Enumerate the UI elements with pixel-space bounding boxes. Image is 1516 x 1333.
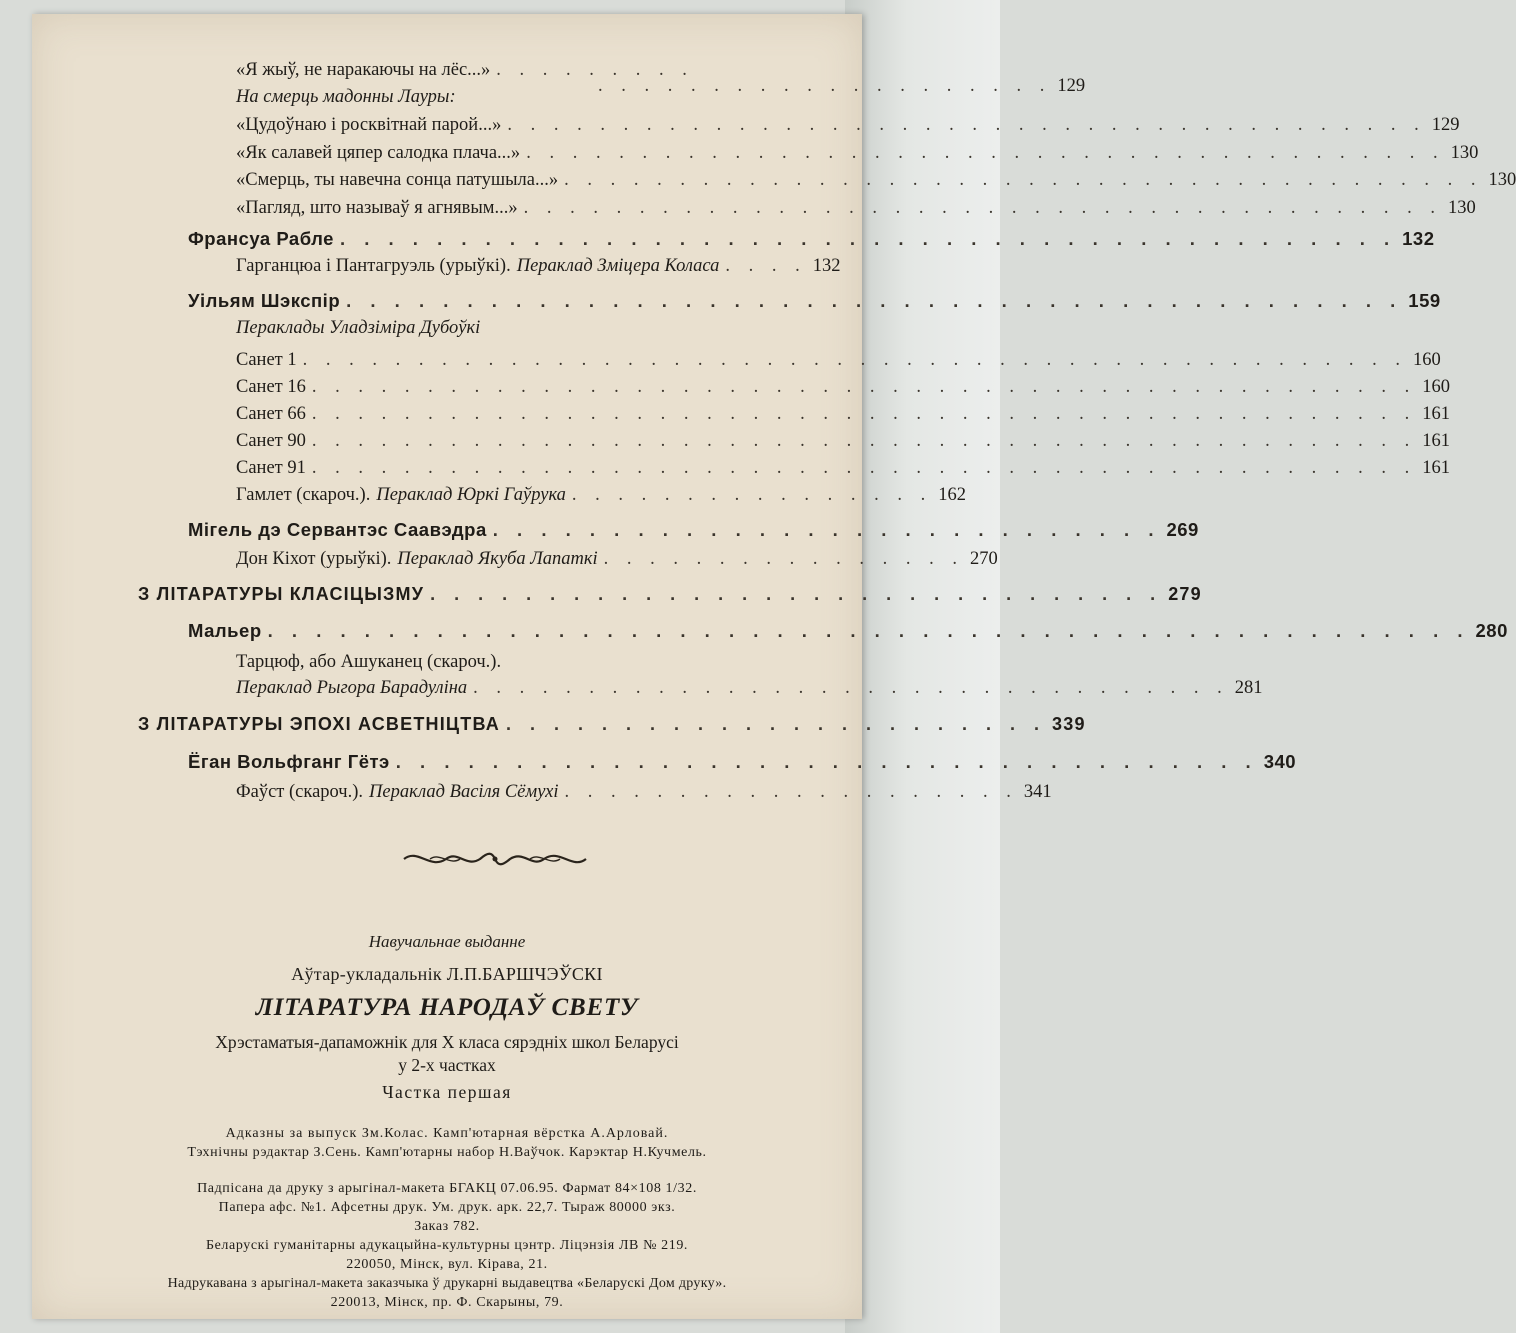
toc-author xyxy=(188,228,1435,254)
leader-dots: . . . . . . . . . . . . . . . . . . . . . . . . . . . . xyxy=(492,519,1161,540)
toc-entry xyxy=(236,485,967,511)
toc-page-number: 280 xyxy=(1475,620,1508,641)
toc-entry xyxy=(236,60,694,86)
leader-dots: . . . . . . . . . . . . . . . . . . . . . . . . . . . . . . . . . . . . . . . . . . . . xyxy=(339,228,1397,249)
leader-dots: . . . . . . . . . . . . . . . . . . . . . . . . . . . . . . . . . xyxy=(473,678,1229,698)
leader-dots: . . . . . . . . . . . . . . . . . . . . . . . . . . . . . . . . . . . . . . . . . . . . xyxy=(346,290,1403,311)
leader-dots: . . . . . . . . . . . . . . . . . . . . . . . . . . . . . . . . . . . . . . . . xyxy=(523,198,1442,218)
leader-dots: . . . . . . . . . . . . . . . . . . . . xyxy=(598,76,1052,96)
toc-page-number: 130 xyxy=(1450,143,1479,163)
toc-entry xyxy=(236,549,998,575)
toc-entry-label: Тарцюф, або Ашуканец (скароч.). xyxy=(236,652,502,672)
book-title: ЛІТАРАТУРА НАРОДАЎ СВЕТУ xyxy=(255,994,639,1021)
toc-page-number: 161 xyxy=(1422,458,1450,478)
toc-entry-label: Пераклад Рыгора Барадуліна xyxy=(236,678,468,698)
toc-entry-label: «Смерць, ты навечна сонца патушыла...» xyxy=(236,170,559,190)
toc-entry xyxy=(236,431,1450,457)
toc-entry-label: Дон Кіхот (урыўкі). xyxy=(236,549,392,569)
book-part: Частка першая xyxy=(382,1082,512,1102)
toc-section-heading xyxy=(138,714,1086,740)
toc-entry xyxy=(236,198,1476,224)
leader-dots: . . . . . . . . . . . . . . . . . . . . . . . xyxy=(505,714,1047,734)
toc-entry-label: «Пагляд, што называў я агнявым...» xyxy=(236,198,518,218)
toc-page-number: 129 xyxy=(1057,76,1086,96)
toc-section-heading xyxy=(138,584,1202,610)
toc-entry xyxy=(236,143,1479,169)
leader-dots: . . . . . . . . . . . . . . . . . . . . xyxy=(564,782,1018,802)
leader-dots: . . . . . . . . . . . . . . . . . . . . . . . . . . . . . . . . . . . . . . . . xyxy=(564,170,1483,190)
toc-entry-label: З ЛІТАРАТУРЫ КЛАСІЦЫЗМУ xyxy=(138,584,425,604)
toc-entry xyxy=(236,678,1263,704)
toc-entry-label: Уільям Шэкспір xyxy=(188,290,341,311)
leader-dots: . . . . . . . . . . . . . . . . xyxy=(571,485,933,505)
toc-entry-label: Мігель дэ Сервантэс Саавэдра xyxy=(188,519,487,540)
toc-entry-label: «Цудоўнаю і росквітнай парой...» xyxy=(236,115,502,135)
credits-line: Адказны за выпуск Зм.Колас. Камп'ютарная вёрстка А.Арловай. xyxy=(225,1126,669,1141)
edition-type: Навучальнае выданне xyxy=(368,932,526,951)
toc-page-number: 159 xyxy=(1408,290,1441,311)
ornament-divider xyxy=(400,846,590,872)
toc-page-number: 132 xyxy=(1402,228,1435,249)
toc-author xyxy=(188,751,1297,777)
toc-entry-label: Гарганцюа і Пантагруэль (урыўкі). xyxy=(236,256,511,276)
book-subtitle-1: Хрэстаматыя-дапаможнік для X класа сярэдніх школ Беларусі xyxy=(215,1032,679,1052)
leader-dots: . . . . . . . . . . . . . . . . . . . . . . . . . . . . . . . . . . . . . . . . . . . . . . . . xyxy=(311,404,1417,424)
printer-info: Надрукавана з арыгінал-макета заказчыка ў друкарні выдавецтва «Беларускі Дом друку». xyxy=(167,1276,727,1291)
toc-entry-label: Санет 66 xyxy=(236,404,306,424)
toc-page-number: 279 xyxy=(1168,584,1202,604)
book-subtitle-2: у 2-х частках xyxy=(398,1055,496,1075)
leader-dots: . . . . . . . . . . . . . . . . . . . . . . . . . . . . . . . . . . . . . . . . . . . . . . . . xyxy=(311,377,1417,397)
toc-author xyxy=(188,290,1441,316)
toc-translator: Пераклад Якуба Лапаткі xyxy=(397,549,598,569)
leader-dots: . . . . . . . . . . . . . . . . . . . . . . . . . . . . . . . . . . . . . . . . xyxy=(526,143,1445,163)
print-details: Заказ 782. xyxy=(414,1219,480,1234)
publisher-info: Беларускі гуманітарны адукацыйна-культурны цэнтр. Ліцэнзія ЛВ № 219. xyxy=(205,1238,689,1253)
toc-entry xyxy=(236,652,736,678)
toc-entry xyxy=(236,115,1460,141)
toc-page-number: 162 xyxy=(938,485,967,505)
toc-entry-label: Санет 1 xyxy=(236,350,297,370)
leader-dots: . . . . . . . . . . . . . . . . . . . . . . . . . . . . . . . . . . . . . . . . . . . . . . . . xyxy=(311,431,1417,451)
leader-dots: . . . . . . . . . xyxy=(496,60,694,80)
printer-info: 220013, Мінск, пр. Ф. Скарыны, 79. xyxy=(330,1295,564,1310)
toc-entry xyxy=(236,350,1441,376)
toc-entry-label: На смерць мадонны Лауры: xyxy=(236,87,456,107)
toc-page-number: 269 xyxy=(1166,519,1199,540)
publisher-info: 220050, Мінск, вул. Кірава, 21. xyxy=(346,1257,548,1272)
toc-page-number: 161 xyxy=(1422,404,1450,424)
leader-dots: . . . . . . . . . . . . . . . . . . . . . . . . . . . . . . . . . . . . . . . . . . . . . . . . xyxy=(311,458,1417,478)
toc-page-number: 341 xyxy=(1023,782,1052,802)
toc-entry-label: Фаўст (скароч.). xyxy=(236,782,364,802)
leader-dots: . . . . . . . . . . . . . . . . . . . . . . . . . . . . . . . . . . . . . . . . . . . . . . . . xyxy=(302,350,1407,370)
leader-dots: . . . . . . . . . . . . . . . . . . . . . . . . . . . . . . . . . . . . . . . . xyxy=(507,115,1426,135)
toc-entry xyxy=(236,170,1516,196)
toc-page-number: 160 xyxy=(1422,377,1450,397)
toc-page-number: 160 xyxy=(1413,350,1441,370)
toc-entry-label: Санет 90 xyxy=(236,431,306,451)
toc-entry-label: Ёган Вольфганг Гётэ xyxy=(188,751,390,772)
toc-author xyxy=(188,519,1199,545)
print-details: Папера афс. №1. Афсетны друк. Ум. друк. арк. 22,7. Тыраж 80000 экз. xyxy=(218,1200,676,1215)
toc-entry xyxy=(236,458,1450,484)
toc-entry xyxy=(236,782,1052,808)
leader-dots: . . . . . . . . . . . . . . . . . . . . . . . . . . . . . . . . . . . . . . . . . . . . . . . . . . xyxy=(267,620,1470,641)
leader-dots: . . . . . . . . . . . . . . . . . . . . . . . . . . . . . . . . . . . . xyxy=(395,751,1258,772)
toc-page-number: 281 xyxy=(1234,678,1263,698)
author-line: Аўтар-укладальнік Л.П.БАРШЧЭЎСКІ xyxy=(291,964,603,984)
toc-entry-label: Пераклады Уладзіміра Дубоўкі xyxy=(236,318,481,338)
toc-entry-label: З ЛІТАРАТУРЫ ЭПОХІ АСВЕТНІЦТВА xyxy=(138,714,500,734)
toc-entry-label: Санет 91 xyxy=(236,458,306,478)
toc-page-number: 270 xyxy=(970,549,998,569)
toc-entry-label: «Як салавей цяпер салодка плача...» xyxy=(236,143,521,163)
toc-page-number: 339 xyxy=(1052,714,1086,734)
toc-entry-label: Гамлет (скароч.). xyxy=(236,485,371,505)
toc-entry xyxy=(236,87,636,113)
toc-page-number: 132 xyxy=(812,256,841,276)
toc-entry-label: Санет 16 xyxy=(236,377,306,397)
leader-dots: . . . . . . . . . . . . . . . . xyxy=(603,549,965,569)
toc-translator: Пераклад Зміцера Коласа xyxy=(516,256,720,276)
toc-entry xyxy=(236,256,841,282)
toc-page-number: 130 xyxy=(1447,198,1476,218)
leader-dots: . . . . . . . . . . . . . . . . . . . . . . . . . . . . . . . xyxy=(430,584,1163,604)
book-page xyxy=(32,14,1516,1319)
toc-author xyxy=(188,620,1508,646)
toc-page-number: 161 xyxy=(1422,431,1450,451)
print-details: Падпісана да друку з арыгінал-макета БГАКЦ 07.06.95. Фармат 84×108 1/32. xyxy=(197,1181,697,1196)
toc-entry-label: Франсуа Рабле xyxy=(188,228,334,249)
table-of-contents xyxy=(32,14,1516,814)
toc-translator: Пераклад Васіля Сёмухі xyxy=(369,782,559,802)
toc-page-number: 130 xyxy=(1488,170,1516,190)
toc-translator: Пераклад Юркі Гаўрука xyxy=(376,485,566,505)
leader-dots: . . . . xyxy=(725,256,807,276)
toc-entry-label: Мальер xyxy=(188,620,262,641)
toc-entry xyxy=(236,377,1450,403)
toc-page-number: 129 xyxy=(1431,115,1460,135)
toc-entry xyxy=(236,404,1450,430)
credits-line: Тэхнічны рэдактар З.Сень. Камп'ютарны набор Н.Ваўчок. Карэктар Н.Кучмель. xyxy=(187,1145,707,1160)
toc-entry-label: «Я жыў, не наракаючы на лёс...» xyxy=(236,60,491,80)
toc-page-number: 340 xyxy=(1263,751,1297,772)
toc-entry xyxy=(236,318,636,344)
